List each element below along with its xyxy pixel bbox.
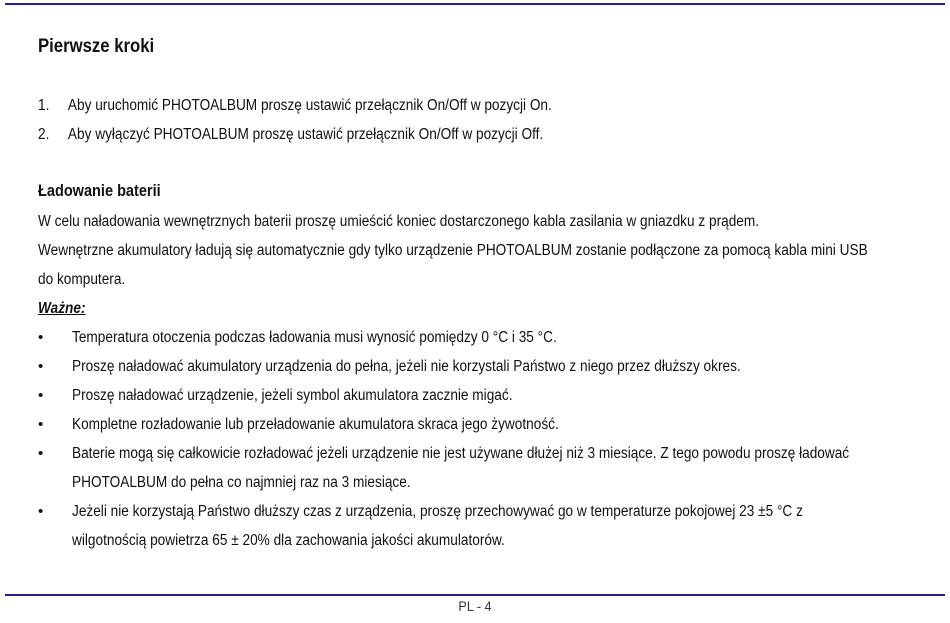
bullet-icon: • (38, 387, 44, 404)
bullet-text: Proszę naładować urządzenie, jeżeli symbol akumulatora zacznie migać. (72, 387, 513, 404)
paragraph-line: W celu naładowania wewnętrznych baterii proszę umieścić koniec dostarczonego kabla zasilania w gniazdku z prądem. (38, 213, 760, 230)
bullet-text: Proszę naładować akumulatory urządzenia do pełna, jeżeli nie korzystali Państwo z niego przez dłuższy okres. (72, 358, 741, 375)
page-number: PL - 4 (458, 598, 492, 614)
page-title: Pierwsze kroki (38, 36, 155, 57)
top-rule (5, 3, 945, 5)
bullet-icon: • (38, 329, 44, 346)
step-item (38, 96, 552, 116)
bullet-text-continued: PHOTOALBUM do pełna co najmniej raz na 3 miesiące. (72, 474, 411, 491)
paragraph-line: do komputera. (38, 271, 126, 288)
step-text: Aby wyłączyć PHOTOALBUM proszę ustawić przełącznik On/Off w pozycji Off. (67, 126, 544, 143)
bullet-text: Jeżeli nie korzystają Państwo dłuższy czas z urządzenia, proszę przechowywać go w temperaturze pokojowej 23 ±5 °C z (72, 503, 803, 520)
bullet-icon: • (38, 503, 44, 520)
bullet-icon: • (38, 445, 44, 462)
bullet-text: Baterie mogą się całkowicie rozładować jeżeli urządzenie nie jest używane dłużej niż 3 miesiące. Z tego powodu proszę ładować (72, 445, 850, 462)
paragraph-line: Wewnętrzne akumulatory ładują się automatycznie gdy tylko urządzenie PHOTOALBUM zostanie podłączone za pomocą kabla mini USB (38, 242, 868, 259)
bullet-text: Temperatura otoczenia podczas ładowania musi wynosić pomiędzy 0 °C i 35 °C. (72, 329, 557, 346)
bottom-rule (5, 594, 945, 596)
step-text: Aby uruchomić PHOTOALBUM proszę ustawić przełącznik On/Off w pozycji On. (67, 97, 552, 114)
important-label: Ważne: (38, 300, 86, 317)
bullet-text: Kompletne rozładowanie lub przeładowanie akumulatora skraca jego żywotność. (72, 416, 559, 433)
step-number: 1. (38, 97, 50, 114)
section-title-charging: Ładowanie baterii (38, 182, 161, 200)
bullet-icon: • (38, 416, 44, 433)
bullet-text-continued: wilgotnością powietrza 65 ± 20% dla zachowania jakości akumulatorów. (72, 532, 505, 549)
step-item (38, 125, 543, 145)
step-number: 2. (38, 126, 50, 143)
bullet-icon: • (38, 358, 44, 375)
